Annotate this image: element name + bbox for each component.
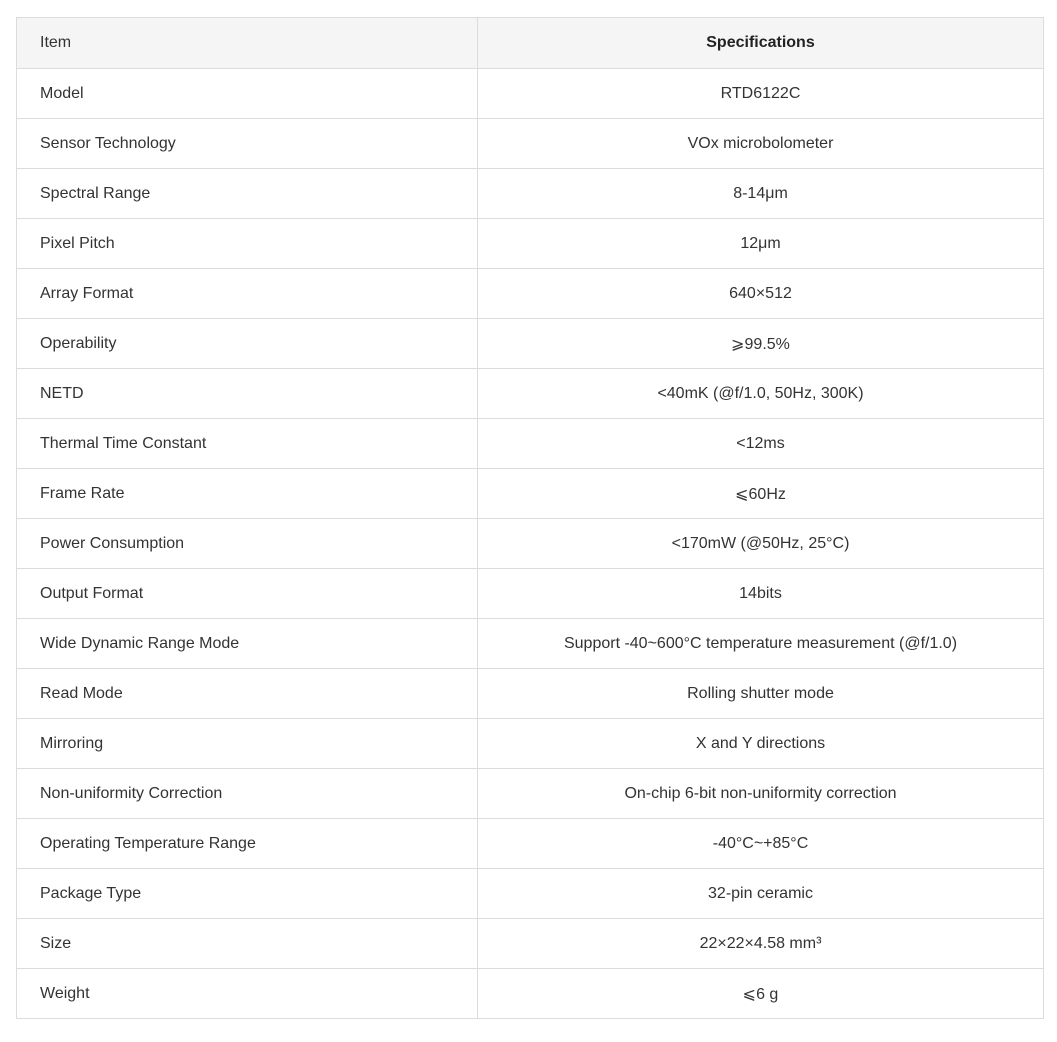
table-row [17, 669, 1044, 719]
row-spec: <12ms [478, 419, 1044, 469]
row-spec: X and Y directions [478, 719, 1044, 769]
row-spec: 8-14μm [478, 169, 1044, 219]
row-spec: 640×512 [478, 269, 1044, 319]
header-specifications: Specifications [478, 18, 1044, 69]
row-item: Wide Dynamic Range Mode [17, 619, 478, 669]
row-item: Thermal Time Constant [17, 419, 478, 469]
row-spec: ⩽60Hz [478, 469, 1044, 519]
table-row [17, 269, 1044, 319]
header-item: Item [17, 18, 478, 69]
row-item: Size [17, 919, 478, 969]
table-row [17, 769, 1044, 819]
table-header-row [17, 18, 1044, 69]
row-item: Weight [17, 969, 478, 1019]
table-row [17, 369, 1044, 419]
row-spec: 14bits [478, 569, 1044, 619]
table-row [17, 819, 1044, 869]
row-spec: <40mK (@f/1.0, 50Hz, 300K) [478, 369, 1044, 419]
row-item: Spectral Range [17, 169, 478, 219]
row-item: Mirroring [17, 719, 478, 769]
table-row [17, 319, 1044, 369]
row-spec: -40°C~+85°C [478, 819, 1044, 869]
row-item: Pixel Pitch [17, 219, 478, 269]
table-row [17, 469, 1044, 519]
row-item: Model [17, 69, 478, 119]
row-spec: 32-pin ceramic [478, 869, 1044, 919]
row-spec: RTD6122C [478, 69, 1044, 119]
row-item: Power Consumption [17, 519, 478, 569]
table-row [17, 419, 1044, 469]
table-row [17, 569, 1044, 619]
row-item: Array Format [17, 269, 478, 319]
row-spec: 12μm [478, 219, 1044, 269]
table-row [17, 119, 1044, 169]
row-item: Read Mode [17, 669, 478, 719]
table-row [17, 169, 1044, 219]
row-spec: <170mW (@50Hz, 25°C) [478, 519, 1044, 569]
table-row [17, 969, 1044, 1019]
table-row [17, 619, 1044, 669]
row-item: Operating Temperature Range [17, 819, 478, 869]
row-spec: VOx microbolometer [478, 119, 1044, 169]
table-row [17, 919, 1044, 969]
row-item: NETD [17, 369, 478, 419]
specifications-table [16, 17, 1044, 1019]
table-row [17, 869, 1044, 919]
row-item: Frame Rate [17, 469, 478, 519]
row-item: Operability [17, 319, 478, 369]
table-row [17, 519, 1044, 569]
row-item: Non-uniformity Correction [17, 769, 478, 819]
row-spec: ⩽6 g [478, 969, 1044, 1019]
row-item: Sensor Technology [17, 119, 478, 169]
row-spec: Support -40~600°C temperature measurement (@f/1.0) [478, 619, 1044, 669]
row-spec: On-chip 6-bit non-uniformity correction [478, 769, 1044, 819]
row-item: Package Type [17, 869, 478, 919]
row-item: Output Format [17, 569, 478, 619]
table-row [17, 719, 1044, 769]
table-row [17, 69, 1044, 119]
row-spec: ⩾99.5% [478, 319, 1044, 369]
row-spec: Rolling shutter mode [478, 669, 1044, 719]
table-row [17, 219, 1044, 269]
row-spec: 22×22×4.58 mm³ [478, 919, 1044, 969]
